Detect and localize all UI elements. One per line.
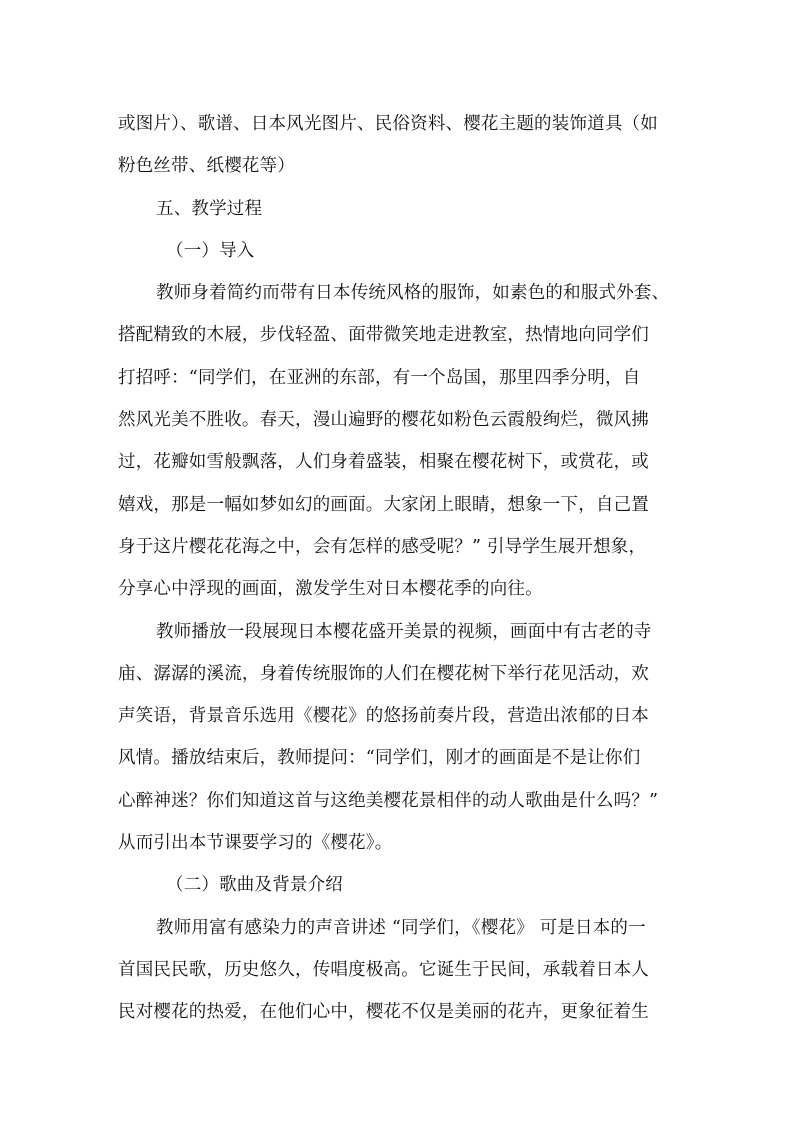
text-line: 然风光美不胜收。春天，漫山遍野的樱花如粉色云霞般绚烂，微风拂 [118,410,649,431]
text-line: 粉色丝带、纸樱花等） [118,156,295,177]
text-line: 民对樱花的热爱，在他们心中，樱花不仅是美丽的花卉，更象征着生 [118,1002,649,1023]
subsection-heading: （一）导入 [166,240,255,261]
text-line: 身于这片樱花花海之中，会有怎样的感受呢？” 引导学生展开想象， [118,536,647,557]
text-line: 打招呼：“同学们，在亚洲的东部，有一个岛国，那里四季分明，自 [118,367,641,388]
text-line: 从而引出本节课要学习的《樱花》。 [118,833,393,854]
text-line: 声笑语，背景音乐选用《樱花》的悠扬前奏片段，营造出浓郁的日本 [118,706,649,727]
text-line: 风情。播放结束后，教师提问：“同学们，刚才的画面是不是让你们 [118,748,641,769]
text-line: 或图片）、歌谱、日本风光图片、民俗资料、樱花主题的装饰道具（如 [118,114,658,134]
document-page [118,103,680,1034]
text-line: 搭配精致的木屐，步伐轻盈、面带微笑地走进教室，热情地向同学们 [118,325,649,346]
text-line: 首国民民歌，历史悠久，传唱度极高。它诞生于民间，承载着日本人 [118,959,649,980]
section-heading: 五、教学过程 [156,198,263,219]
text-line: 教师用富有感染力的声音讲述 “同学们，《樱花》 可是日本的一 [156,917,646,938]
text-line: 教师播放一段展现日本樱花盛开美景的视频，画面中有古老的寺 [156,621,652,642]
text-line: 庙、潺潺的溪流，身着传统服饰的人们在樱花树下举行花见活动，欢 [118,663,649,684]
text-line: 教师身着简约而带有日本传统风格的服饰，如素色的和服式外套、 [156,283,670,304]
text-line: 分享心中浮现的画面，激发学生对日本樱花季的向往。 [118,579,543,600]
text-line: 嬉戏，那是一幅如梦如幻的画面。大家闭上眼睛，想象一下，自己置 [118,494,649,515]
text-line: 过，花瓣如雪般飘落，人们身着盛装，相聚在樱花树下，或赏花，或 [118,452,649,473]
text-line: 心醉神迷？你们知道这首与这绝美樱花景相伴的动人歌曲是什么吗？” [118,790,659,811]
subsection-heading: （二）歌曲及背景介绍 [166,875,343,896]
